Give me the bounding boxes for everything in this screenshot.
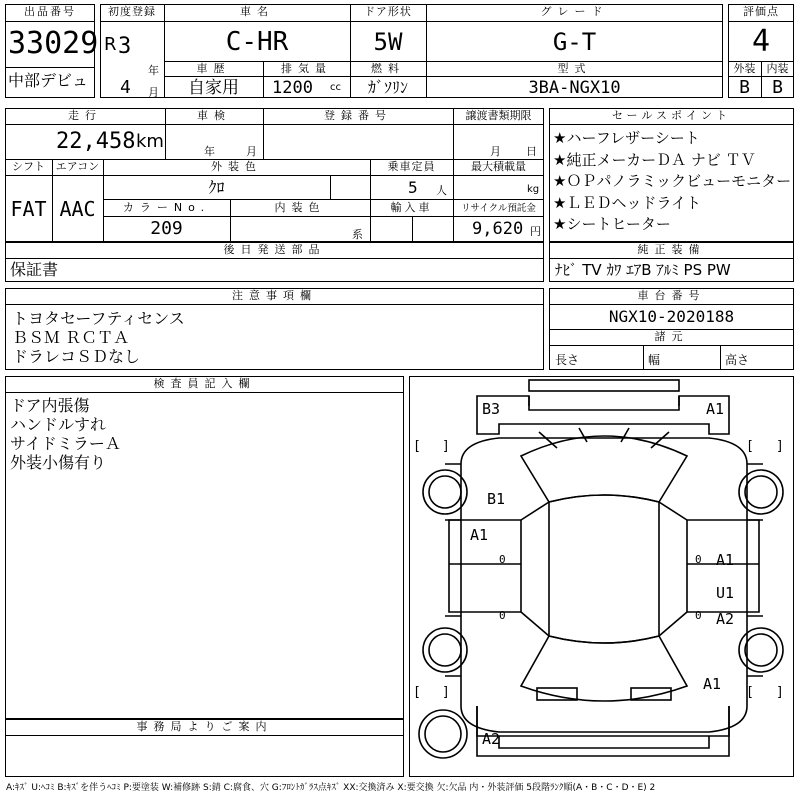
bracket-left-2: [ xyxy=(746,439,754,454)
mileage-label: 走行 xyxy=(68,109,102,122)
equipment-value: ﾅﾋﾞ TV ｶﾜ ｴｱB ｱﾙﾐ PS PW xyxy=(555,261,731,279)
recycle-unit: 円 xyxy=(530,225,541,238)
door-type: 5W xyxy=(373,28,403,56)
sales-point-item: ★シートヒーター xyxy=(553,215,671,233)
car-diagram xyxy=(409,376,794,777)
bracket-right-4: ] xyxy=(776,685,784,700)
damage-mark-b3: B3 xyxy=(482,400,501,418)
reg-year: 3 xyxy=(118,34,132,59)
diagram-cabin xyxy=(521,436,687,502)
diagram-rear-outline xyxy=(477,396,729,434)
ext-color: ｸﾛ xyxy=(208,178,225,197)
era: R xyxy=(104,34,117,55)
import-label: 輸入車 xyxy=(390,201,433,214)
office-title: 事務局よりご案内 xyxy=(136,720,273,733)
mileage-unit: km xyxy=(136,131,164,152)
transfer-day-unit: 日 xyxy=(526,145,537,158)
diagram-rear-glass xyxy=(521,636,687,701)
sales-point-item: ★ＯＰパノラミックビューモニター xyxy=(553,172,792,190)
sales-point-item: ★ＬＥＤヘッドライト xyxy=(553,193,701,212)
model-code: 3BA-NGX10 xyxy=(528,78,621,98)
interior-grade: B xyxy=(772,77,783,98)
history: 自家用 xyxy=(188,78,239,98)
inspector-line: 外装小傷有り xyxy=(10,453,107,472)
bracket-right-1: ] xyxy=(442,439,450,454)
color-no-label: カラーNo. xyxy=(122,201,211,214)
inspector-title: 検査員記入欄 xyxy=(153,377,256,390)
bracket-right-2: ] xyxy=(776,439,784,454)
equipment-title: 純正装備 xyxy=(637,243,706,256)
damage-mark-u1: U1 xyxy=(716,584,735,602)
damage-mark-a1-right: A1 xyxy=(716,551,735,569)
inspection-month-unit: 月 xyxy=(246,145,257,158)
damage-mark-a2-right: A2 xyxy=(716,610,735,628)
max-load-label: 最大積載量 xyxy=(471,160,526,173)
fuel: ｶﾞｿﾘﾝ xyxy=(367,78,408,97)
recycle-fee: 9,620 xyxy=(472,219,524,239)
car-name: C-HR xyxy=(225,27,289,57)
legend: A:ｷｽﾞ U:ﾍｺﾐ B:ｷｽﾞを伴うﾍｺﾐ P:要塗装 W:補修跡 S:錆 C:腐食、穴 G:ﾌﾛﾝﾄｶﾞﾗｽ点ｷｽﾞ XX:交換済み X:要交換 欠:欠品 内・外装評価 5段階ﾗﾝｸ順(A・B・C・D・E) 2 xyxy=(6,783,656,793)
note-line: ＢＳＭ ＲＣＴＡ xyxy=(12,328,130,347)
recycle-label: リサイクル預託金 xyxy=(461,203,536,214)
shift-label: シフト xyxy=(12,160,45,173)
int-color-unit: 系 xyxy=(352,228,363,241)
height-label: 高さ xyxy=(725,353,750,367)
diagram-top-frame xyxy=(529,380,679,391)
lot-number: 33029 xyxy=(8,26,99,61)
inspection-year-unit: 年 xyxy=(204,145,215,158)
score-label: 評価点 xyxy=(743,5,779,18)
first-reg-label: 初度登録 xyxy=(108,5,156,18)
diagram-roof xyxy=(549,495,659,643)
mileage: 22,458 xyxy=(56,129,136,154)
interior-grade-label: 内装 xyxy=(766,62,789,75)
damage-mark-a1-left: A1 xyxy=(470,526,489,544)
bracket-left-1: [ xyxy=(413,439,421,454)
max-load-unit: kg xyxy=(527,184,540,195)
sales-points-list xyxy=(553,128,791,236)
note-line: ドラレコＳＤなし xyxy=(12,347,141,366)
history-label: 車歴 xyxy=(196,62,231,75)
damage-mark-a1-rear: A1 xyxy=(703,675,722,693)
transfer-month-unit: 月 xyxy=(490,145,501,158)
later-parts-title: 後日発送部品 xyxy=(223,243,326,256)
car-name-label: 車名 xyxy=(240,5,274,18)
notes-list xyxy=(12,309,532,366)
inspection-label: 車検 xyxy=(197,109,231,122)
capacity: 5 xyxy=(408,178,418,197)
fuel-label: 燃料 xyxy=(371,62,405,75)
damage-mark-a2-bottom: A2 xyxy=(482,730,501,748)
shift: FAT xyxy=(10,197,47,221)
inspector-line: ドア内張傷 xyxy=(10,396,90,415)
zero-mark-3: 0 xyxy=(499,609,506,622)
grade-label: グレード xyxy=(540,5,609,18)
debut-label: 中部デビュ xyxy=(8,71,89,90)
model-label: 型式 xyxy=(557,62,592,75)
zero-mark-1: 0 xyxy=(499,553,506,566)
reg-month: 4 xyxy=(120,77,131,98)
diagram-front-view xyxy=(477,706,729,756)
sales-points-title: セールスポイント xyxy=(611,109,731,122)
damage-mark-a1-front: A1 xyxy=(706,400,725,418)
bracket-left-3: [ xyxy=(413,685,421,700)
inspector-line: ハンドルすれ xyxy=(10,415,107,434)
color-no: 209 xyxy=(150,218,183,239)
year-unit: 年 xyxy=(148,64,159,77)
int-color-label: 内装色 xyxy=(274,201,326,214)
bracket-right-3: ] xyxy=(442,685,450,700)
dims-title: 諸元 xyxy=(654,330,689,343)
spare-wheel xyxy=(419,710,467,758)
note-line: トヨタセーフティセンス xyxy=(12,309,185,328)
notes-title: 注意事項欄 xyxy=(232,289,317,302)
door-label: ドア形状 xyxy=(364,5,412,18)
capacity-label: 乗車定員 xyxy=(387,160,436,173)
zero-mark-2: 0 xyxy=(695,553,702,566)
sales-point-item: ★ハーフレザーシート xyxy=(553,129,700,147)
displacement-label: 排気量 xyxy=(281,62,332,75)
lot-number-label: 出品番号 xyxy=(24,5,76,18)
ext-color-label: 外装色 xyxy=(211,160,262,173)
inspector-list xyxy=(10,396,390,472)
exterior-grade: B xyxy=(739,77,750,98)
reg-number-label: 登録番号 xyxy=(324,109,392,122)
displacement-unit: cc xyxy=(330,82,341,93)
capacity-unit: 人 xyxy=(436,184,447,197)
bracket-left-4: [ xyxy=(746,685,754,700)
score: 4 xyxy=(751,24,771,59)
month-unit: 月 xyxy=(148,86,159,99)
width-label: 幅 xyxy=(648,353,661,367)
later-parts-value: 保証書 xyxy=(10,260,59,279)
length-label: 長さ xyxy=(555,353,580,367)
ac: AAC xyxy=(59,197,96,221)
grade: G-T xyxy=(552,28,597,56)
chassis-title: 車台番号 xyxy=(637,289,706,302)
transfer-docs-label: 譲渡書類期限 xyxy=(465,109,532,122)
exterior-grade-label: 外装 xyxy=(733,62,756,75)
zero-mark-4: 0 xyxy=(695,609,702,622)
inspector-line: サイドミラーＡ xyxy=(10,434,121,453)
displacement: 1200 xyxy=(272,78,313,98)
chassis-number: NGX10-2020188 xyxy=(608,307,735,326)
sales-point-item: ★純正メーカーＤＡ ナビ ＴＶ xyxy=(553,150,756,169)
ac-label: エアコン xyxy=(55,160,100,173)
damage-mark-b1: B1 xyxy=(487,490,506,508)
